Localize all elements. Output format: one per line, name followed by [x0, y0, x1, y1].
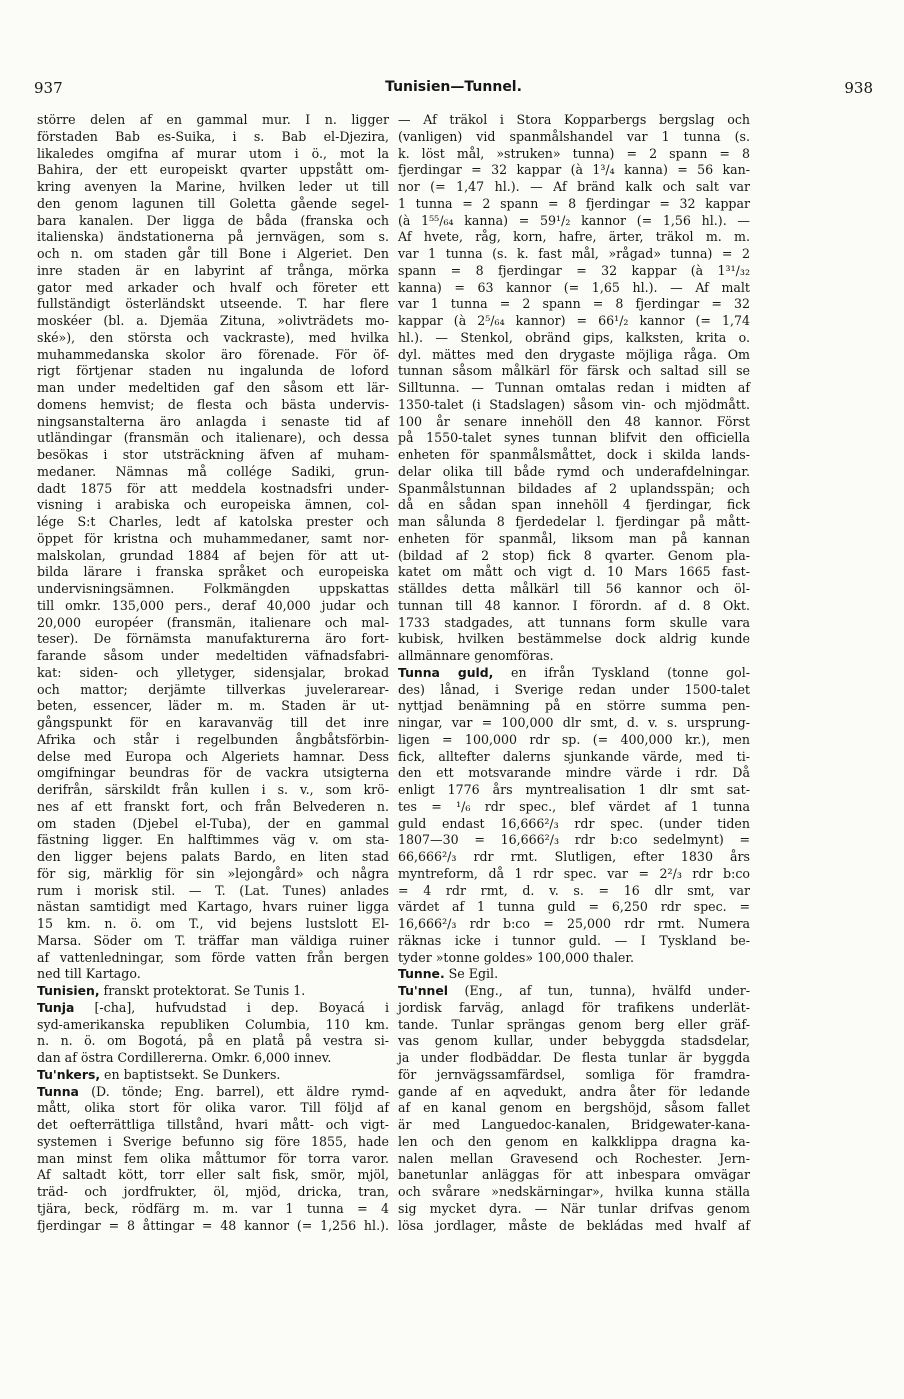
line-text: Spanmålstunnan bildades af 2 uplandsspän; och — [398, 480, 750, 496]
text-line — [37, 280, 389, 297]
text-line — [398, 263, 750, 280]
line-text: nor (= 1,47 hl.). — Af bränd kalk och salt var — [398, 179, 750, 194]
text-line — [398, 782, 750, 799]
text-line — [398, 765, 750, 782]
line-text: delar olika till både rymd och underafdelningar. — [398, 463, 750, 479]
line-text: öppet för kristna och muhammedaner, samt nor- — [37, 530, 389, 546]
text-line — [37, 1033, 389, 1050]
line-text: den genom lagunen till Goletta gående segel- — [37, 195, 389, 211]
line-text: 1807—30 = 16,666²/₃ rdr b:co sedelmynt) = — [398, 832, 750, 848]
line-text: det oefterrättliga tillstånd, hvari mått- och vigt- — [37, 1117, 389, 1132]
text-line — [37, 1117, 389, 1134]
line-text: enheten för spanmål, liksom man på kannan — [398, 530, 750, 546]
line-text: nes af ett franskt fort, och från Belvederen n. — [37, 798, 389, 814]
text-line — [398, 1000, 750, 1017]
text-line — [398, 196, 750, 213]
text-line — [398, 1050, 750, 1067]
line-text: likaledes omgifna af murar utom i ö., mot la — [37, 145, 389, 161]
line-text: tyder »tonne goldes» 100,000 thaler. — [398, 949, 634, 965]
line-text: (vanligen) vid spanmålshandel var 1 tunna (s. — [398, 128, 750, 144]
text-line — [398, 1134, 750, 1151]
line-text: 66,666²/₃ rdr rmt. Slutligen, efter 1830 års — [398, 849, 750, 864]
line-text: medaner. Nämnas må collége Sadiki, grun- — [37, 463, 389, 479]
text-line — [398, 1067, 750, 1084]
text-line — [37, 816, 389, 833]
line-text: lösa jordlager, måste de bekládas med hvalf af — [398, 1217, 750, 1233]
text-line — [398, 213, 750, 230]
text-line — [398, 950, 750, 967]
text-line — [37, 313, 389, 330]
line-text: gångspunkt för en karavanväg till det inre — [37, 715, 389, 730]
text-line — [398, 1167, 750, 1184]
line-text: räknas icke i tunnor guld. — I Tyskland be- — [398, 932, 750, 948]
running-title: Tunisien—Tunnel. — [385, 79, 522, 95]
line-text: rigt förtjenar staden nu ingalunda de loford — [37, 363, 389, 379]
line-text: kappar (à 2⁵/₆₄ kannor) = 66¹/₂ kannor (= 1,74 — [398, 313, 750, 328]
line-text: om staden (Djebel el-Tuba), der en gammal — [37, 815, 389, 831]
text-line — [398, 497, 750, 514]
text-line — [398, 246, 750, 263]
line-text: des) lånad, i Sverige redan under 1500-talet — [398, 681, 750, 697]
line-text: spann = 8 fjerdingar = 32 kappar (à 1³¹/₃₂ — [398, 262, 750, 278]
text-line — [398, 481, 750, 498]
page-number-right: 938 — [844, 79, 873, 97]
entry-headword: Tunne. — [398, 966, 445, 982]
line-text: dyl. mättes med den drygaste möjliga råga. Om — [398, 346, 750, 362]
text-line — [37, 447, 389, 464]
text-line — [37, 1151, 389, 1168]
page-header — [34, 79, 873, 103]
text-line — [37, 414, 389, 431]
text-line — [37, 698, 389, 715]
text-line — [37, 1017, 389, 1034]
text-line — [37, 481, 389, 498]
text-line — [398, 715, 750, 732]
text-line — [37, 146, 389, 163]
text-line — [37, 682, 389, 699]
line-text: utländingar (fransmän och italienare), och dessa — [37, 430, 389, 446]
text-line — [37, 430, 389, 447]
line-text: enheten för spanmålsmåttet, dock i skilda lands- — [398, 447, 750, 462]
text-line — [37, 363, 389, 380]
line-text: undervisningsämnen. Folkmängden uppskattas — [37, 581, 389, 596]
text-line — [398, 883, 750, 900]
line-text: tunnan till 48 kannor. I förordn. af d. 8 Okt. — [398, 597, 750, 613]
text-line — [37, 1067, 389, 1084]
line-text: jordisk farväg, anlagd för trafikens underlät- — [398, 999, 750, 1015]
text-line — [37, 1050, 389, 1067]
text-line — [37, 380, 389, 397]
text-line — [37, 112, 389, 129]
text-line — [37, 899, 389, 916]
line-text: syd-amerikanska republiken Columbia, 110 km. — [37, 1016, 389, 1032]
text-line — [398, 280, 750, 297]
text-line — [398, 447, 750, 464]
line-text: moskéer (bl. a. Djemäa Zituna, »olivträdets mo- — [37, 313, 389, 328]
line-text: len och den genom en kalkklippa dragna ka- — [398, 1133, 750, 1149]
text-line — [37, 581, 389, 598]
line-text: man sålunda 8 fjerdedelar l. fjerdingar på mått- — [398, 514, 750, 529]
text-line — [398, 899, 750, 916]
text-line — [37, 715, 389, 732]
text-line — [398, 531, 750, 548]
text-line — [37, 983, 389, 1000]
text-line — [37, 883, 389, 900]
line-text: af en kanal genom en bergshöjd, såsom fallet — [398, 1100, 750, 1116]
entry-headword: Tunna guld, — [398, 664, 494, 680]
line-text: träd- och jordfrukter, öl, mjöd, dricka, tran, — [37, 1184, 389, 1199]
text-line — [398, 615, 750, 632]
line-text: Se Egil. — [444, 966, 499, 982]
text-line — [398, 1100, 750, 1117]
line-text: fjerdingar = 32 kappar (à 1³/₄ kanna) = 56 kan- — [398, 162, 750, 178]
text-line — [37, 497, 389, 514]
text-line — [37, 1201, 389, 1218]
text-line — [37, 229, 389, 246]
line-text: 1350-talet (i Stadslagen) såsom vin- och mjödmått. — [398, 396, 750, 412]
text-line — [398, 983, 750, 1000]
line-text: 15 km. n. ö. om T., vid bejens lustslott El- — [37, 916, 389, 931]
line-text: en baptistsekt. Se Dunkers. — [100, 1066, 281, 1082]
line-text: (à 1⁵⁵/₆₄ kanna) = 59¹/₂ kannor (= 1,56 hl.). — — [398, 212, 750, 228]
line-text: 1733 stadgades, att tunnans form skulle vara — [398, 614, 750, 630]
text-line — [37, 548, 389, 565]
text-line — [37, 832, 389, 849]
line-text: och svårare »nedskärningar», hvilka kunna ställa — [398, 1184, 750, 1199]
text-line — [398, 698, 750, 715]
text-line — [37, 648, 389, 665]
line-text: delse med Europa och Algeriets hamnar. Dess — [37, 748, 389, 764]
line-text: den ett motsvarande mindre värde i rdr. Då — [398, 765, 750, 781]
text-line — [37, 732, 389, 749]
text-line — [398, 1184, 750, 1201]
line-text: tes = ¹/₆ rdr spec., blef värdet af 1 tunna — [398, 798, 750, 814]
line-text: nalen mellan Gravesend och Rochester. Jern- — [398, 1150, 750, 1166]
line-text: muhammedanska skolor äro förenade. För öf- — [37, 346, 389, 362]
text-line — [398, 648, 750, 665]
line-text: bilda lärare i franska språket och europeiska — [37, 564, 389, 580]
line-text: ningar, var = 100,000 dlr smt, d. v. s. ursprung- — [398, 715, 750, 730]
line-text: visning i arabiska och europeiska ämnen, col- — [37, 497, 389, 513]
line-text: 16,666²/₃ rdr b:co = 25,000 rdr rmt. Numera — [398, 916, 750, 931]
entry-headword: Tunisien, — [37, 983, 100, 998]
line-text: teser). De förnämsta manufakturerna äro fort- — [37, 631, 389, 647]
text-line — [398, 665, 750, 682]
text-line — [37, 916, 389, 933]
text-line — [398, 1201, 750, 1218]
text-line — [398, 313, 750, 330]
text-line — [398, 129, 750, 146]
line-text: kanna) = 63 kannor (= 1,65 hl.). — Af malt — [398, 279, 750, 295]
text-line — [37, 933, 389, 950]
line-text: franskt protektorat. Se Tunis 1. — [99, 983, 306, 998]
line-text: fick, alltefter dalerns sjunkande värde, med ti- — [398, 748, 750, 764]
text-line — [37, 531, 389, 548]
line-text: myntreform, då 1 rdr spec. var = 2²/₃ rdr b:co — [398, 865, 750, 881]
text-line — [37, 514, 389, 531]
line-text: — Af träkol i Stora Kopparbergs bergslag och — [398, 112, 750, 127]
text-line — [398, 682, 750, 699]
text-line — [398, 380, 750, 397]
text-line — [398, 631, 750, 648]
line-text: sig mycket dyra. — När tunlar drifvas genom — [398, 1200, 750, 1216]
text-line — [398, 330, 750, 347]
text-line — [398, 832, 750, 849]
text-line — [398, 146, 750, 163]
text-line — [37, 296, 389, 313]
text-line — [398, 866, 750, 883]
text-line — [398, 430, 750, 447]
line-text: Afrika och står i regelbunden ångbåtsförbin- — [37, 731, 389, 747]
line-text: Af hvete, råg, korn, hafre, ärter, träkol m. m. — [398, 229, 750, 245]
line-text: banetunlar anläggas för att inbespara omvägar — [398, 1167, 750, 1183]
line-text: ningsanstalterna äro anlagda i senaste tid af — [37, 413, 389, 429]
text-line — [398, 849, 750, 866]
line-text: var 1 tunna = 2 spann = 8 fjerdingar = 32 — [398, 296, 750, 312]
text-line — [37, 1184, 389, 1201]
page-number-left: 937 — [34, 79, 63, 97]
text-line — [37, 564, 389, 581]
line-text: katet om mått och vigt d. 10 Mars 1665 fast- — [398, 564, 750, 580]
text-line — [398, 296, 750, 313]
text-line — [398, 397, 750, 414]
line-text: Silltunna. — Tunnan omtalas redan i midten af — [398, 380, 750, 395]
line-text: till omkr. 135,000 pers., deraf 40,000 judar och — [37, 597, 389, 613]
text-line — [37, 347, 389, 364]
line-text: [-cha], hufvudstad i dep. Boyacá i — [74, 999, 389, 1015]
text-line — [398, 799, 750, 816]
line-text: 100 år senare innehöll den 48 kannor. Först — [398, 413, 750, 429]
text-line — [398, 732, 750, 749]
text-line — [398, 347, 750, 364]
line-text: på 1550-talet synes tunnan blifvit den officiella — [398, 430, 750, 446]
line-text: värdet af 1 tunna guld = 6,250 rdr spec. = — [398, 899, 750, 915]
text-line — [398, 1084, 750, 1101]
line-text: ja under flodbäddar. De flesta tunlar är byggda — [398, 1050, 750, 1065]
text-line — [37, 330, 389, 347]
text-line — [37, 464, 389, 481]
line-text: n. n. ö. om Bogotá, på en platå på vestra si- — [37, 1033, 389, 1049]
text-line — [398, 548, 750, 565]
line-text: man under medeltiden gaf den såsom ett lär- — [37, 380, 389, 395]
line-text: nyttjad benämning på en större summa pen- — [398, 698, 750, 714]
line-text: (Eng., af tun, tunna), hvälfd under- — [448, 983, 750, 998]
text-line — [37, 397, 389, 414]
text-line — [398, 916, 750, 933]
text-line — [37, 665, 389, 682]
entry-headword: Tu'nnel — [398, 983, 448, 998]
line-text: 20,000 européer (fransmän, italienare och mal- — [37, 614, 389, 630]
line-text: = 4 rdr rmt, d. v. s. = 16 dlr smt, var — [398, 882, 750, 898]
line-text: var 1 tunna (s. k. fast mål, »rågad» tunna) = 2 — [398, 246, 750, 261]
line-text: italienska) ändstationerna på jernvägen, som s. — [37, 229, 389, 245]
line-text: (bildad af 2 stop) fick 8 qvarter. Genom pla- — [398, 547, 750, 563]
line-text: och n. om staden går till Bone i Algeriet. Den — [37, 246, 389, 261]
text-line — [37, 129, 389, 146]
line-text: kat: siden- och ylletyger, sidensjalar, brokad — [37, 664, 389, 680]
line-text: dadt 1875 för att meddela kostnadsfri under- — [37, 480, 389, 496]
line-text: hl.). — Stenkol, obränd gips, kalksten, krita o. — [398, 329, 750, 345]
line-text: ställdes detta målkärl till 56 kannor och öl- — [398, 581, 750, 596]
line-text: omgifningar beundras för de vackra utsigterna — [37, 765, 389, 781]
text-line — [37, 749, 389, 766]
line-text: bara kanalen. Der ligga de båda (franska och — [37, 212, 389, 228]
line-text: mått, olika stort för olika varor. Till följd af — [37, 1100, 389, 1116]
text-line — [37, 1134, 389, 1151]
line-text: gator med arkader och hvalf och företer ett — [37, 279, 389, 295]
text-line — [398, 179, 750, 196]
line-text: Af saltadt kött, torr eller salt fisk, smör, mjöl, — [37, 1167, 389, 1183]
line-text: större delen af en gammal mur. I n. ligger — [37, 112, 389, 127]
text-line — [37, 1000, 389, 1017]
text-line — [398, 229, 750, 246]
line-text: tjära, beck, rödfärg m. m. var 1 tunna = 4 — [37, 1200, 389, 1216]
line-text: domens hemvist; de flesta och bästa undervis- — [37, 396, 389, 412]
text-line — [37, 1084, 389, 1101]
text-line — [398, 363, 750, 380]
entry-headword: Tunja — [37, 999, 75, 1015]
line-text: k. löst mål, »struken» tunna) = 2 spann = 8 — [398, 145, 750, 161]
text-line — [398, 933, 750, 950]
line-text: gande af en aqvedukt, andra åter för ledande — [398, 1083, 750, 1099]
text-line — [398, 966, 750, 983]
line-text: och mattor; derjämte tillverkas juvelerarear- — [37, 681, 389, 697]
text-line — [37, 866, 389, 883]
text-line — [398, 1117, 750, 1134]
text-line — [37, 631, 389, 648]
text-line — [37, 263, 389, 280]
line-text: vas genom kullar, under bebyggda stadsdelar, — [398, 1033, 750, 1049]
line-text: malskolan, grundad 1884 af bejen för att ut- — [37, 547, 389, 563]
line-text: Bahira, der ett europeiskt qvarter uppstått om- — [37, 162, 389, 178]
line-text: guld endast 16,666²/₃ rdr spec. (under tiden — [398, 815, 750, 831]
line-text: fästning ligger. En halftimmes väg v. om sta- — [37, 832, 389, 848]
line-text: är med Languedoc-kanalen, Bridgewater-kana- — [398, 1117, 750, 1132]
text-line — [37, 179, 389, 196]
line-text: lége S:t Charles, ledt af katolska prester och — [37, 514, 389, 529]
text-line — [37, 196, 389, 213]
text-line — [398, 816, 750, 833]
line-text: derifrån, särskildt från kullen i s. v., som krö- — [37, 782, 389, 797]
text-line — [37, 849, 389, 866]
text-line — [37, 246, 389, 263]
line-text: förstaden Bab es-Suika, i s. Bab el-Djezira, — [37, 128, 389, 144]
left-column — [37, 112, 389, 1234]
line-text: man minst fem olika måttumor för torra varor. — [37, 1150, 389, 1166]
text-line — [37, 1167, 389, 1184]
line-text: ned till Kartago. — [37, 966, 141, 982]
line-text: för sig, märklig för sin »lejongård» och några — [37, 865, 389, 881]
line-text: 1 tunna = 2 spann = 8 fjerdingar = 32 kappar — [398, 195, 750, 211]
line-text: Marsa. Söder om T. träffar man väldiga ruiner — [37, 932, 389, 948]
line-text: nästan samtidigt med Kartago, hvars ruiner ligga — [37, 899, 389, 915]
text-line — [37, 213, 389, 230]
line-text: allmännare genomföras. — [398, 648, 554, 663]
line-text: beten, essencer, läder m. m. Staden är ut- — [37, 698, 389, 714]
line-text: enligt 1776 års myntrealisation 1 dlr smt sat- — [398, 782, 750, 797]
line-text: tunnan såsom målkärl för färsk och saltad sill se — [398, 363, 750, 379]
entry-headword: Tu'nkers, — [37, 1066, 101, 1082]
text-line — [37, 1218, 389, 1235]
text-line — [398, 1151, 750, 1168]
text-line — [37, 598, 389, 615]
text-line — [37, 1100, 389, 1117]
line-text: tande. Tunlar sprängas genom berg eller gräf- — [398, 1016, 750, 1032]
text-line — [398, 514, 750, 531]
text-line — [398, 112, 750, 129]
text-line — [398, 564, 750, 581]
line-text: dan af östra Cordillererna. Omkr. 6,000 innev. — [37, 1050, 332, 1065]
line-text: af vattenledningar, som förde vatten från bergen — [37, 949, 389, 965]
text-line — [398, 414, 750, 431]
line-text: för jernvägssamfärdsel, somliga för framdra- — [398, 1066, 750, 1082]
text-line — [398, 581, 750, 598]
right-column — [398, 112, 750, 1234]
text-line — [398, 598, 750, 615]
text-line — [398, 1017, 750, 1034]
entry-headword: Tunna — [37, 1083, 79, 1099]
line-text: systemen i Sverige befunno sig före 1855, hade — [37, 1133, 389, 1149]
text-line — [37, 162, 389, 179]
text-line — [398, 162, 750, 179]
line-text: rum i morisk stil. — T. (Lat. Tunes) anlades — [37, 882, 389, 898]
text-line — [398, 1218, 750, 1235]
line-text: inre staden är en labyrint af trånga, mörka — [37, 262, 389, 278]
text-line — [37, 782, 389, 799]
line-text: kubisk, hvilken bestämmelse dock aldrig kunde — [398, 631, 750, 647]
text-line — [37, 799, 389, 816]
line-text: besökas i stor utsträckning äfven af muham- — [37, 447, 389, 462]
text-line — [37, 765, 389, 782]
line-text: farande såsom under medeltiden väfnadsfabri- — [37, 648, 389, 663]
text-line — [37, 966, 389, 983]
line-text: fullständigt österländskt utseende. T. har flere — [37, 296, 389, 312]
text-line — [398, 464, 750, 481]
line-text: den ligger bejens palats Bardo, en liten stad — [37, 849, 389, 864]
text-line — [37, 950, 389, 967]
text-line — [398, 1033, 750, 1050]
line-text: kring avenyen la Marine, hvilken leder ut till — [37, 179, 389, 194]
line-text: ské»), den största och vackraste), med hvilka — [37, 329, 389, 345]
text-line — [37, 615, 389, 632]
line-text: ligen = 100,000 rdr sp. (= 400,000 kr.), men — [398, 731, 750, 747]
line-text: fjerdingar = 8 åttingar = 48 kannor (= 1,256 hl.). — [37, 1217, 389, 1233]
line-text: en ifrån Tyskland (tonne gol- — [493, 664, 750, 680]
line-text: (D. tönde; Eng. barrel), ett äldre rymd- — [78, 1083, 389, 1099]
text-line — [398, 749, 750, 766]
line-text: då en sådan span innehöll 4 fjerdingar, fick — [398, 497, 750, 513]
